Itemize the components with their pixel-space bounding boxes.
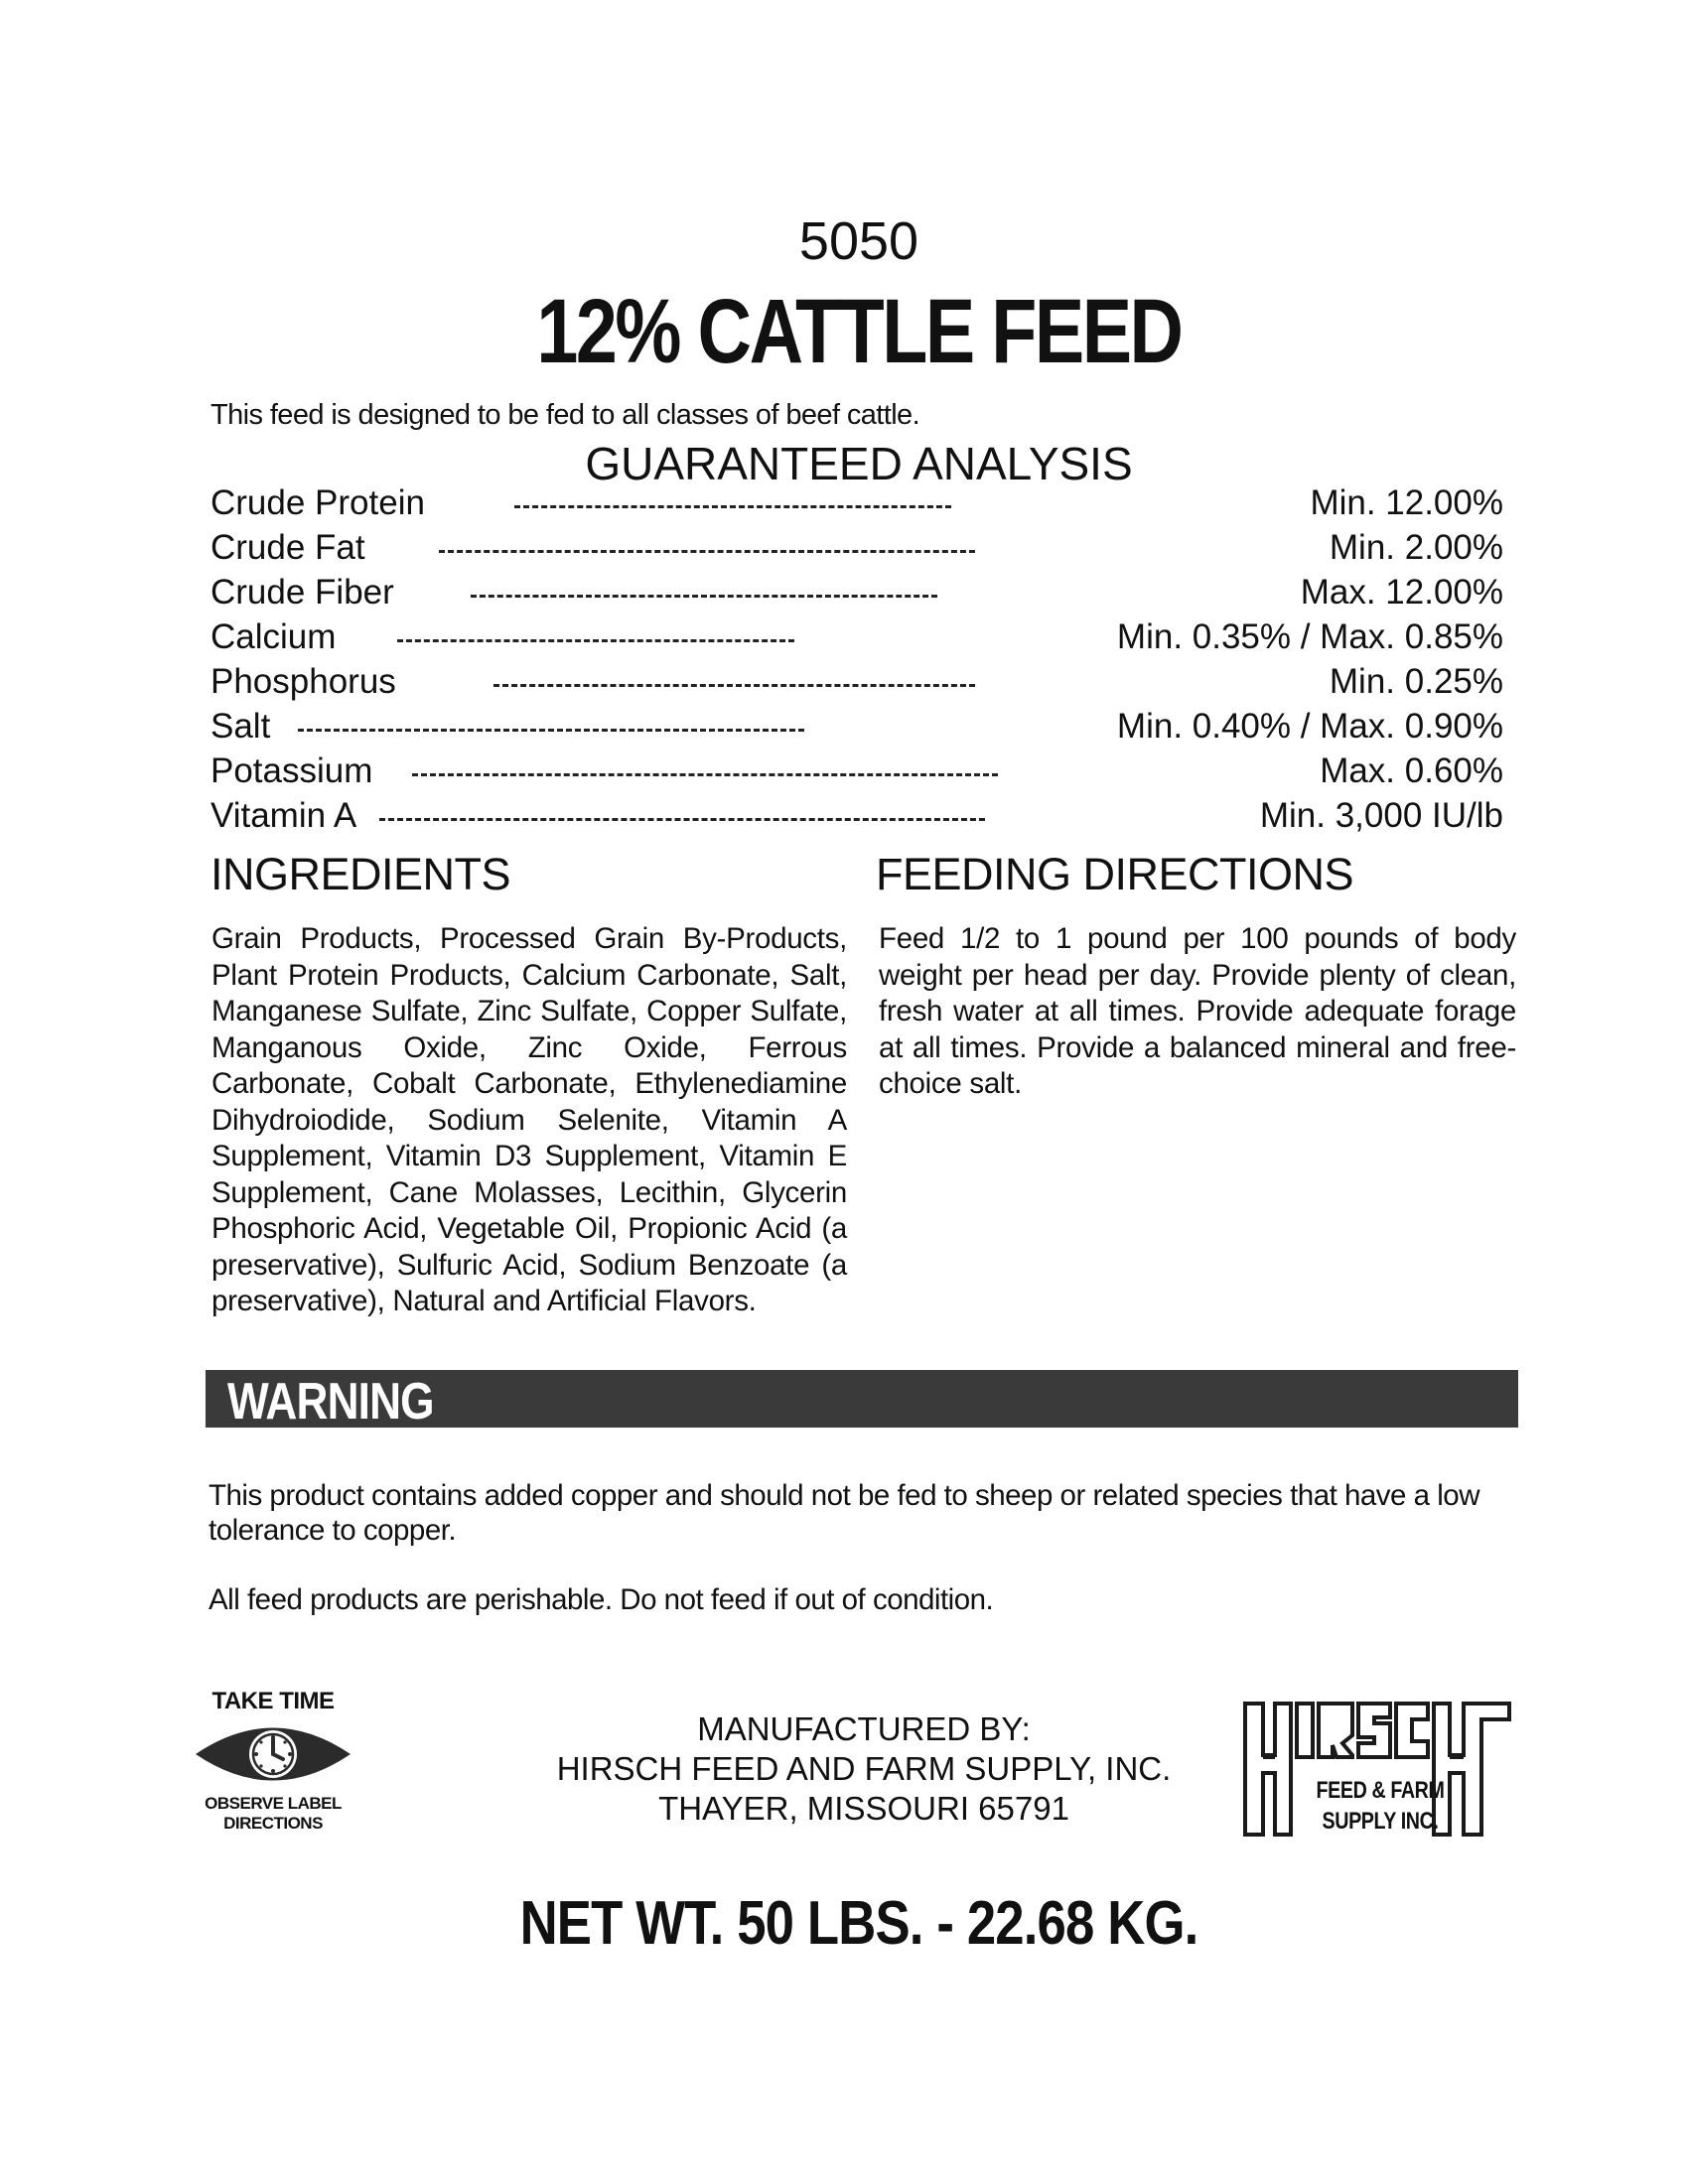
analysis-value: Min. 3,000 IU/lb xyxy=(1259,796,1503,835)
dotted-leader xyxy=(397,639,794,642)
hirsch-logo-line1: FEED & FARM xyxy=(1316,1777,1445,1804)
net-weight: NET WT. 50 LBS. - 22.68 KG. xyxy=(519,1889,1198,1958)
analysis-value: Max. 0.60% xyxy=(1320,751,1503,790)
analysis-label: Crude Fat xyxy=(211,528,365,567)
ingredients-text: Grain Products, Processed Grain By-Products, Plant Protein Products, Calcium Carbonate, Salt, Manganese Sulfate, Zinc Sulfate, Copper Sulfate, Manganous Oxide, Zinc Oxide, Ferrous Carbonate, Cobalt Carbonate, Ethylenediamine Dihydroiodide, Sodium Selenite, Vitamin A Supplement, Vitamin D3 Supplement, Vitamin E Supplement, Cane Molasses, Lecithin, Glycerin Phosphoric Acid, Vegetable Oil, Propionic Acid (a preservative), Sulfuric Acid, Sodium Benzoate (a preservative), Natural and Artificial Flavors. xyxy=(211,922,847,1317)
analysis-row xyxy=(211,573,1503,613)
manufacturer-block xyxy=(496,1709,1231,1829)
analysis-row xyxy=(211,528,1503,568)
analysis-row xyxy=(211,617,1503,657)
hirsch-logo-line2: SUPPLY INC. xyxy=(1322,1808,1439,1835)
dotted-leader xyxy=(412,773,998,776)
analysis-row xyxy=(211,707,1503,747)
warning-bar xyxy=(206,1370,1518,1431)
analysis-label: Vitamin A xyxy=(211,796,357,835)
analysis-value: Min. 0.40% / Max. 0.90% xyxy=(1116,707,1503,746)
dotted-leader xyxy=(379,818,985,821)
analysis-value: Max. 12.00% xyxy=(1300,573,1503,612)
analysis-value: Min. 12.00% xyxy=(1310,483,1503,522)
warning-label: WARNING xyxy=(227,1373,434,1431)
analysis-value: Min. 0.35% / Max. 0.85% xyxy=(1116,617,1503,656)
analysis-row xyxy=(211,662,1503,702)
analysis-label: Crude Protein xyxy=(211,483,425,522)
observe-label-text: OBSERVE LABEL xyxy=(205,1794,342,1813)
analysis-label: Calcium xyxy=(211,617,337,656)
dotted-leader xyxy=(471,595,937,598)
analysis-heading: GUARANTEED ANALYSIS xyxy=(585,438,1133,489)
take-time-text: TAKE TIME xyxy=(211,1688,335,1714)
analysis-label: Crude Fiber xyxy=(211,573,394,612)
dotted-leader xyxy=(514,505,951,508)
feeding-heading: FEEDING DIRECTIONS xyxy=(876,849,1354,899)
dotted-leader xyxy=(439,550,975,553)
dotted-leader xyxy=(298,729,804,732)
analysis-row xyxy=(211,796,1503,836)
manufacturer-name: HIRSCH FEED AND FARM SUPPLY, INC. xyxy=(556,1750,1172,1787)
analysis-row xyxy=(211,483,1503,523)
ingredients-heading: INGREDIENTS xyxy=(211,849,511,899)
dotted-leader xyxy=(493,684,975,687)
perishable-text: All feed products are perishable. Do not feed if out of condition. xyxy=(209,1583,994,1616)
analysis-value: Min. 0.25% xyxy=(1329,662,1503,701)
analysis-label: Phosphorus xyxy=(211,662,396,701)
eye-clock-icon xyxy=(194,1719,352,1789)
analysis-label: Salt xyxy=(211,707,271,746)
directions-text: DIRECTIONS xyxy=(223,1814,323,1833)
analysis-label: Potassium xyxy=(211,751,373,790)
take-time-logo xyxy=(189,1688,357,1846)
manufacturer-line: MANUFACTURED BY: xyxy=(697,1710,1031,1747)
analysis-value: Min. 2.00% xyxy=(1329,528,1503,567)
product-title: 12% CATTLE FEED xyxy=(536,281,1182,382)
intro-text: This feed is designed to be fed to all classes of beef cattle. xyxy=(211,399,920,431)
analysis-row xyxy=(211,751,1503,791)
warning-text: This product contains added copper and should not be fed to sheep or related species that have a low tolerance to copper. xyxy=(209,1479,1480,1547)
feeding-text: Feed 1/2 to 1 pound per 100 pounds of body weight per head per day. Provide plenty of clean, fresh water at all times. Provide adequate forage at all times. Provide a balanced mineral and free-choice salt. xyxy=(879,922,1516,1100)
product-code: 5050 xyxy=(798,211,919,271)
manufacturer-address: THAYER, MISSOURI 65791 xyxy=(658,1790,1069,1827)
hirsch-logo xyxy=(1239,1696,1517,1844)
